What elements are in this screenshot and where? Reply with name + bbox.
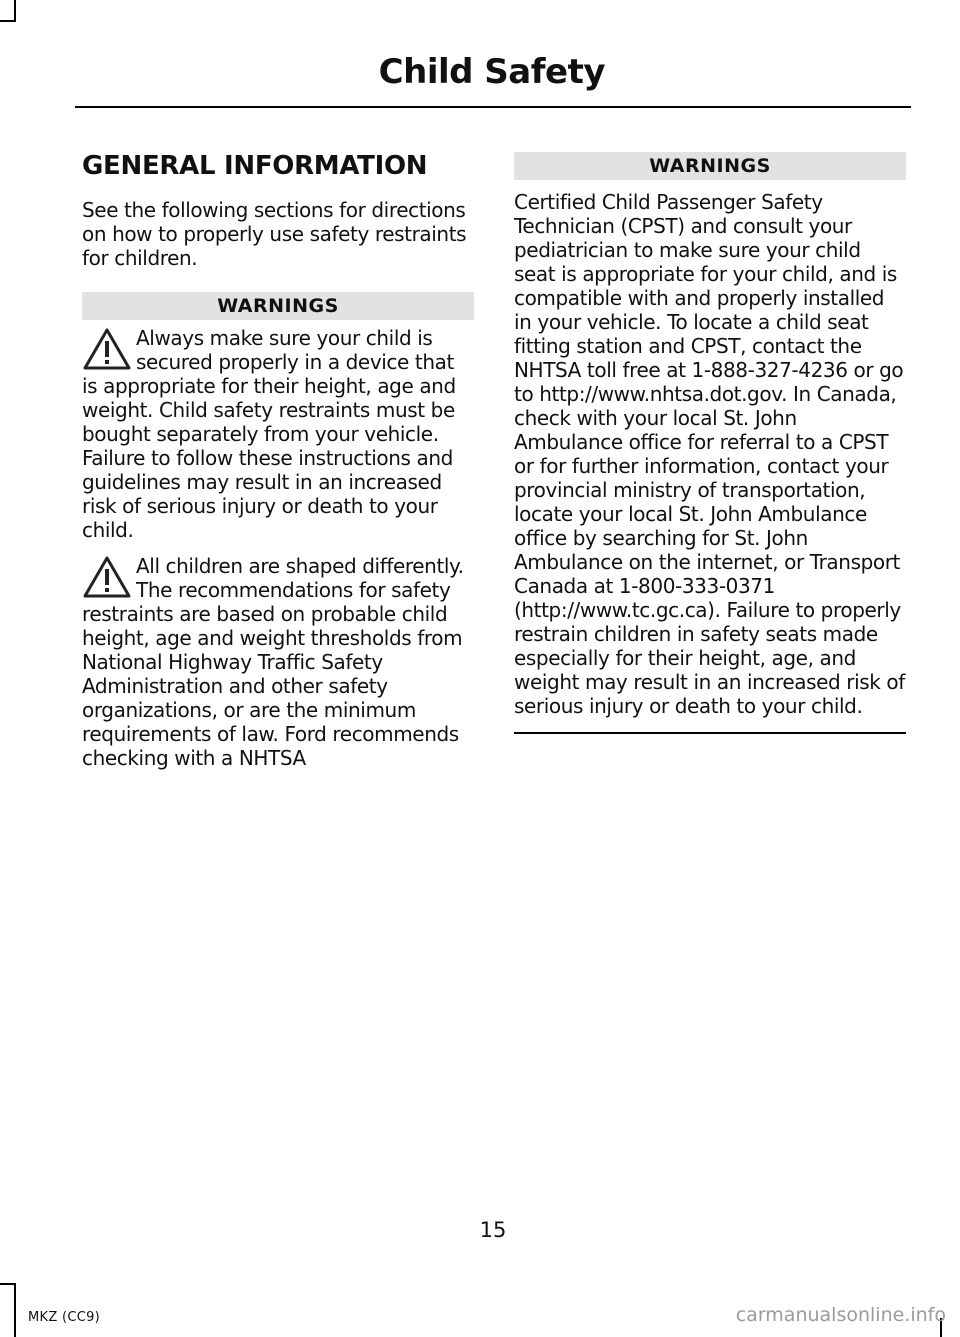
page-number: 15 <box>479 1218 507 1242</box>
crop-mark-bottom-left-h <box>0 1283 16 1285</box>
header-rule <box>75 106 911 108</box>
warning-text: All children are shaped differently. The recommendations for safety restraints are based on probable child height, age and weight thresholds from National Highway Traffic Safety Administration and other safety organizations, or are the minimum requirements of law. Ford recommends checking with a NHTSA <box>82 554 464 770</box>
watermark: carmanualsonline.info <box>735 1304 946 1326</box>
warnings-header: WARNINGS <box>514 152 906 180</box>
warning-triangle-icon <box>82 326 132 372</box>
warning-item <box>82 326 474 542</box>
crop-mark-top-left-h <box>0 20 16 22</box>
right-column <box>514 152 906 734</box>
warning-text: Always make sure your child is secured properly in a device that is appropriate for their height, age and weight. Child safety restraints must be bought separately from your vehicle. Failure to follow these instructions and guidelines may result in an increased risk of serious injury or death to your child. <box>82 326 456 542</box>
warnings-end-rule <box>514 732 906 734</box>
warning-triangle-icon <box>82 554 132 600</box>
model-code: MKZ (CC9) <box>28 1310 101 1325</box>
crop-mark-top-left <box>14 0 16 22</box>
crop-mark-bottom-left <box>14 1283 16 1337</box>
section-heading: GENERAL INFORMATION <box>82 151 428 181</box>
left-column <box>82 150 474 770</box>
warning-continuation: Certified Child Passenger Safety Technician (CPST) and consult your pediatrician to make sure your child seat is appropriate for your child, and is compatible with and properly installed in your vehicle. To locate a child seat fitting station and CPST, contact the NHTSA toll free at 1-888-327-4236 or go to http://www.nhtsa.dot.gov. In Canada, check with your local St. John Ambulance office for referral to a CPST or for further information, contact your provincial ministry of transportation, locate your local St. John Ambulance office by searching for St. John Ambulance on the internet, or Transport Canada at 1-800-333-0371 (http://www.tc.gc.ca). Failure to properly restrain children in safety seats made especially for their height, age, and weight may result in an increased risk of serious injury or death to your child. <box>514 190 905 718</box>
page-title: Child Safety <box>378 52 605 92</box>
intro-paragraph: See the following sections for directions on how to properly use safety restraints for children. <box>82 198 467 270</box>
warnings-header: WARNINGS <box>82 292 474 320</box>
warning-item <box>82 554 474 770</box>
